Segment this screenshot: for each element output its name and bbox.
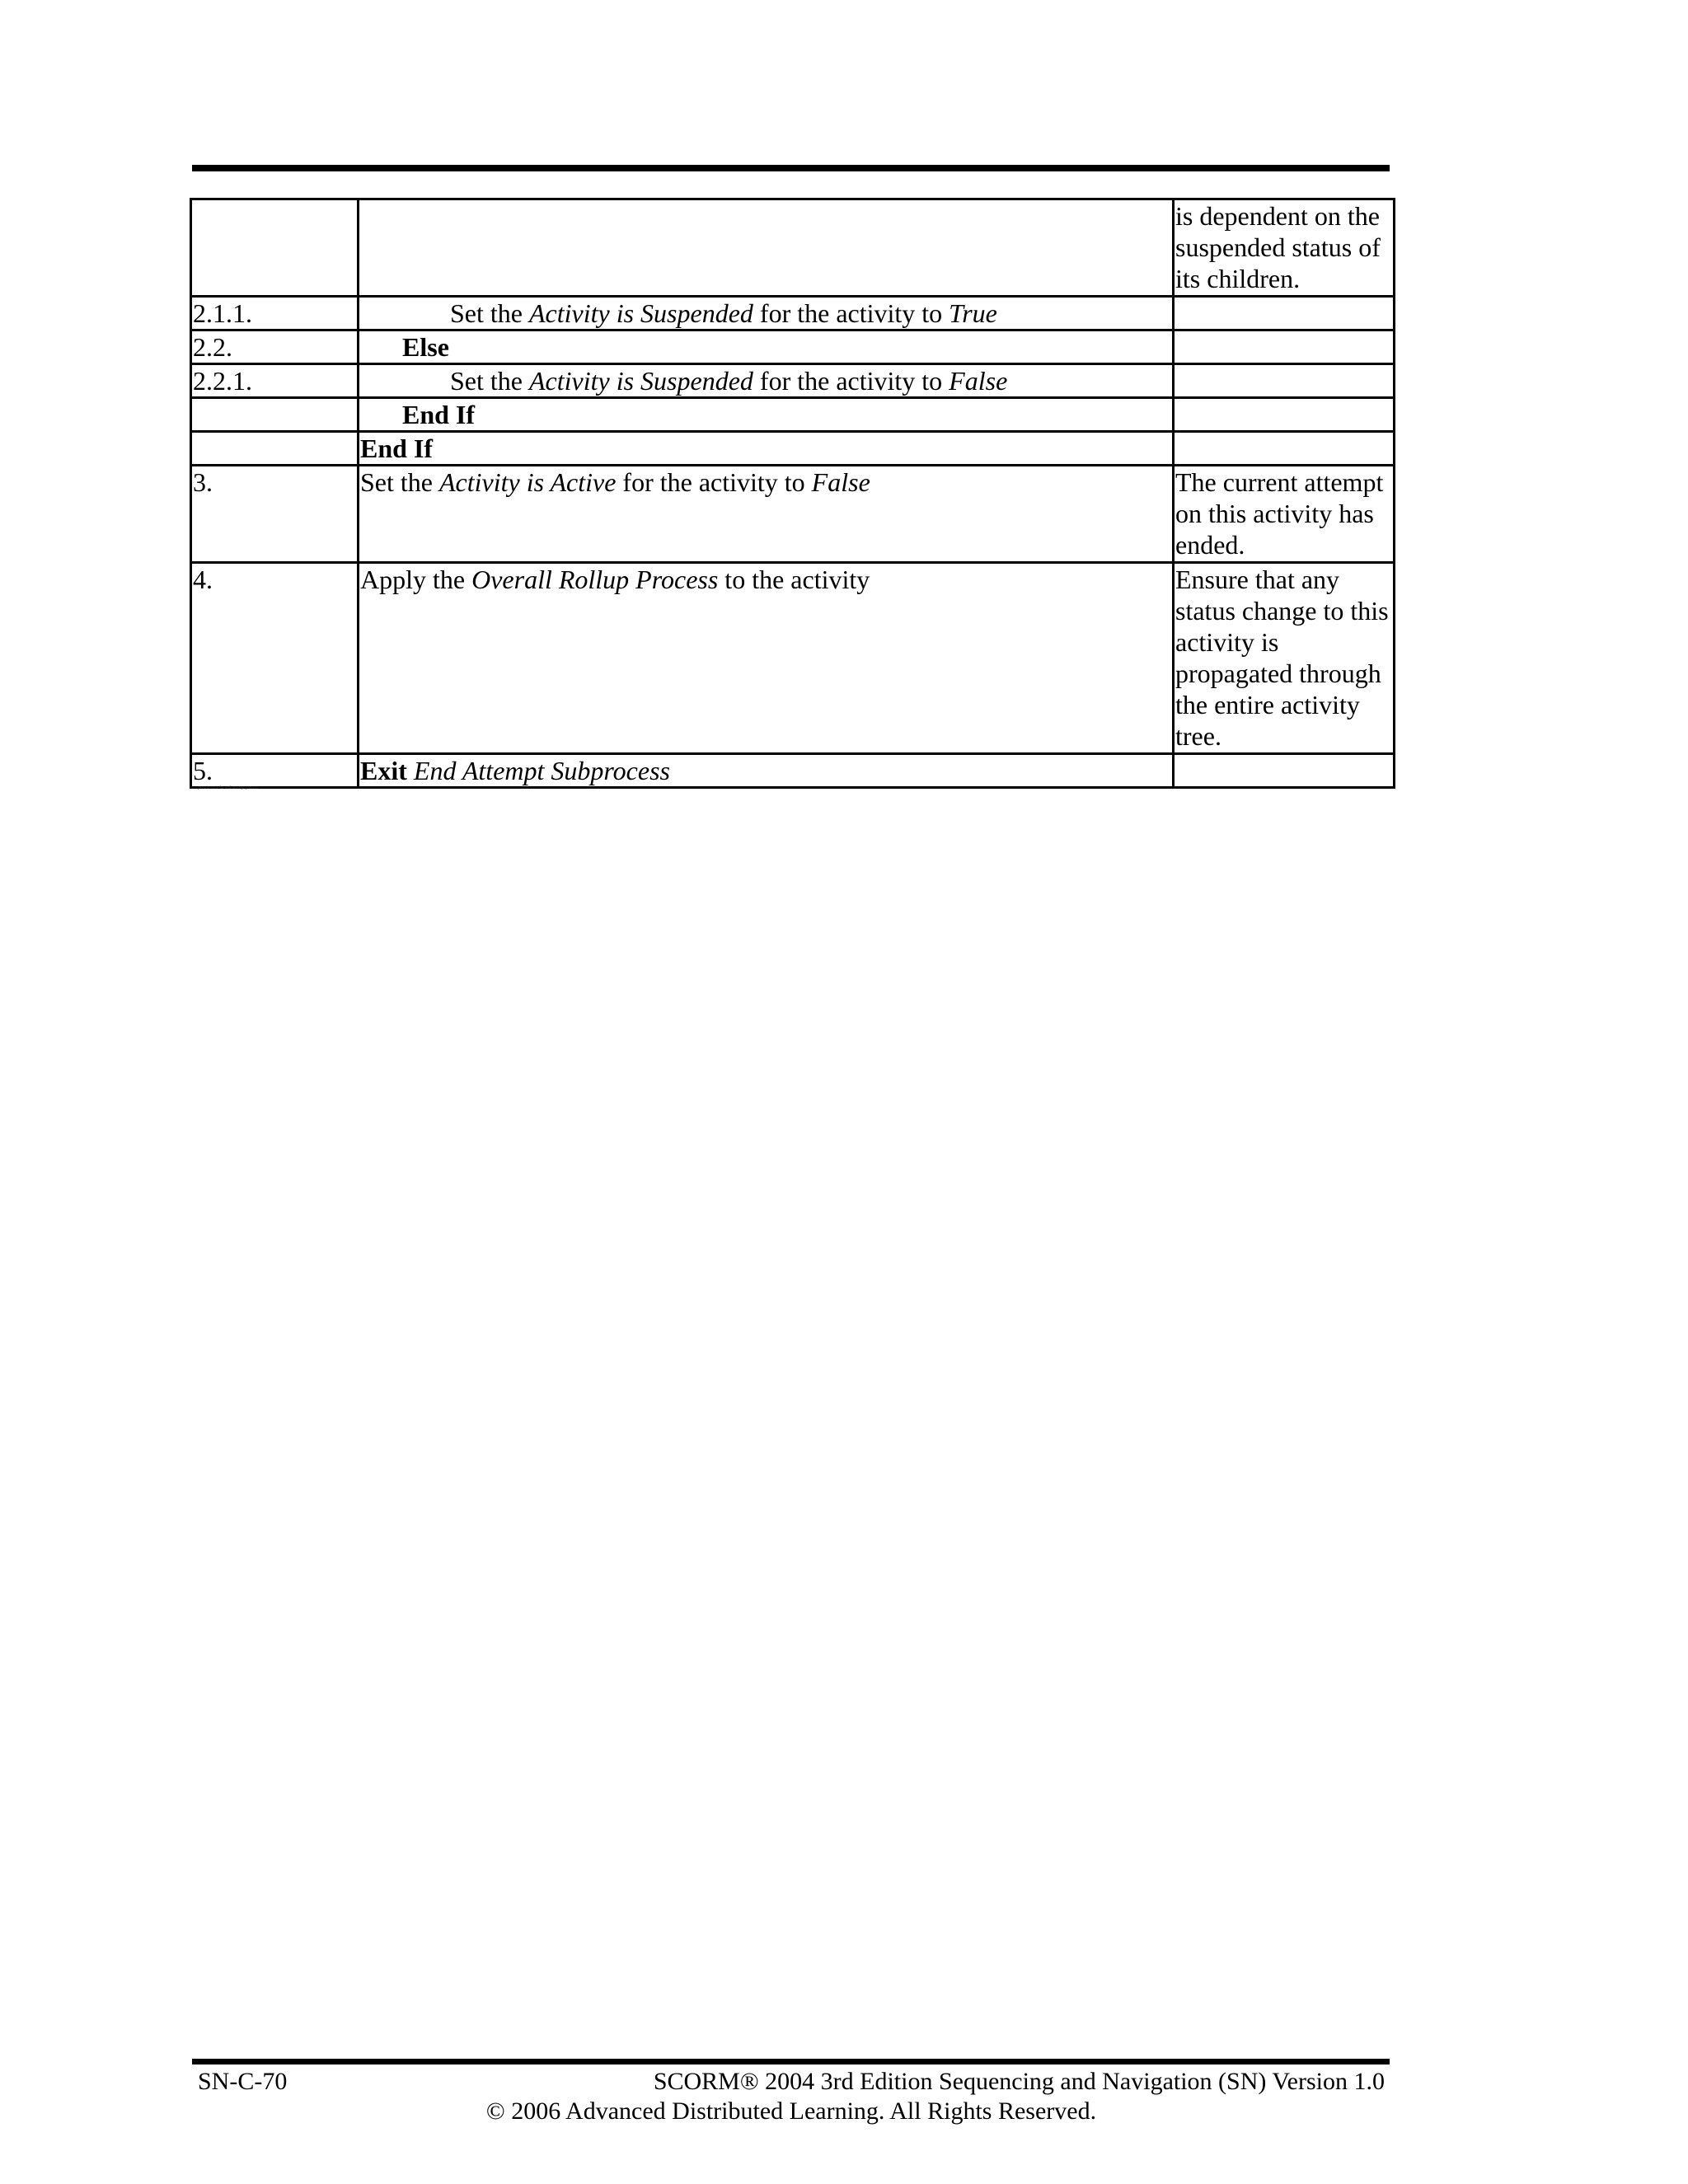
step-text-fragment: Activity is Suspended [528,366,753,396]
step-text [359,432,1174,466]
table-row [191,466,1395,563]
step-number [191,398,359,432]
step-text-fragment: False [949,366,1008,396]
step-number: 2.2.1. [191,364,359,398]
step-note: is dependent on the suspended status of its children. [1174,199,1395,297]
step-text-fragment: Activity is Suspended [528,298,753,328]
step-note [1174,398,1395,432]
step-text-fragment: End If [360,434,434,463]
step-text [359,563,1174,754]
step-text-fragment: Overall Rollup Process [471,565,719,594]
step-note: Ensure that any status change to this activity is propagated through the entire activity tree. [1174,563,1395,754]
step-text-fragment: Set the [450,298,529,328]
step-text [359,364,1174,398]
table-row [191,199,1395,297]
step-text [359,199,1174,297]
step-text [359,754,1174,788]
step-note [1174,297,1395,330]
step-text-fragment: Set the [360,467,439,497]
step-text-fragment [407,756,414,785]
step-text-fragment: Activity is Active [438,467,617,497]
table-caption: pseudo code for end attempt process [198,786,258,790]
step-number: 2.2. [191,330,359,364]
step-note: The current attempt on this activity has ended. [1174,466,1395,563]
step-text-fragment: for the activity to [753,366,950,396]
step-number [191,199,359,297]
step-text-fragment: for the activity to [616,467,812,497]
step-text-fragment: End If [402,400,476,429]
footer-page-id: SN-C-70 [198,2068,288,2095]
step-text [359,466,1174,563]
step-text-fragment: for the activity to [753,298,950,328]
step-text-fragment: to the activity [718,565,870,594]
footer-copyright: © 2006 Advanced Distributed Learning. All Rights Reserved. [485,2097,1097,2125]
step-text-fragment: False [811,467,870,497]
table-row [191,432,1395,466]
header-rule [192,165,1390,171]
table-row [191,563,1395,754]
pseudocode-table [190,198,1395,789]
step-text-fragment: True [949,298,997,328]
step-text-fragment: Exit [360,756,407,785]
step-text-fragment: Set the [450,366,529,396]
step-text-fragment: Apply the [360,565,472,594]
step-text-fragment: Else [402,332,449,362]
step-number: 3. [191,466,359,563]
step-number: 4. [191,563,359,754]
step-number [191,432,359,466]
step-text [359,398,1174,432]
step-text [359,297,1174,330]
footer-title: SCORM® 2004 3rd Edition Sequencing and Navigation (SN) Version 1.0 [653,2068,1385,2095]
step-number: 5. [191,754,359,788]
table-row [191,754,1395,788]
footer-rule [192,2059,1390,2064]
step-note [1174,754,1395,788]
table-row [191,398,1395,432]
step-note [1174,432,1395,466]
table-row [191,297,1395,330]
table-row [191,330,1395,364]
step-text-fragment: End Attempt Subprocess [413,756,670,785]
table-row [191,364,1395,398]
step-note [1174,330,1395,364]
step-text [359,330,1174,364]
step-number: 2.1.1. [191,297,359,330]
step-note [1174,364,1395,398]
